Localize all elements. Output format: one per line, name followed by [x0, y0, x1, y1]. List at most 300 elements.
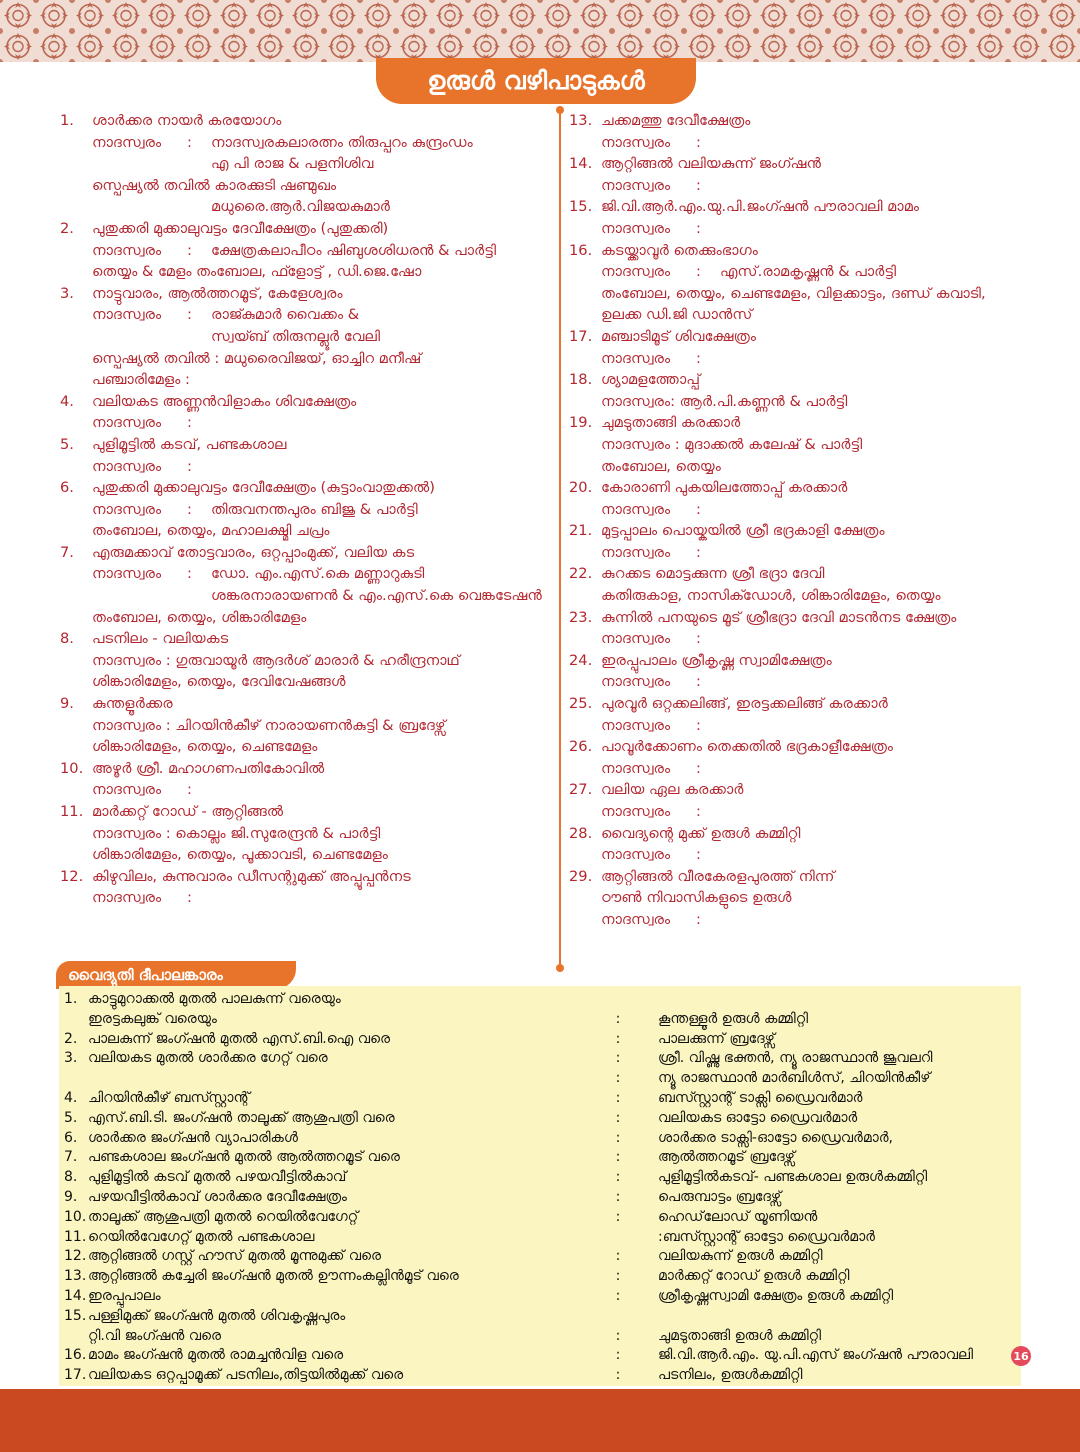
program-entry	[569, 823, 1049, 866]
entry-detail-line: ശിങ്കാരിമേളം, തെയ്യം, പൂക്കാവടി, ചെണ്ടമേളം	[92, 846, 388, 864]
program-entry	[60, 542, 550, 628]
entry-title: കുന്തളൂർക്കര	[92, 695, 173, 713]
entry-detail-row	[569, 671, 1049, 693]
entry-number: 4.	[60, 392, 74, 410]
entry-title: എരുമക്കാവ് തോട്ടവാരം, ഒറ്റപ്പാംമുക്ക്, വലിയ കട	[92, 543, 415, 561]
entry-detail-row	[60, 132, 550, 154]
entry-detail-row	[60, 499, 550, 521]
entry-title: കിഴുവിലം, കുന്നുവാരം ഡീസന്റുമുക്ക് അപ്പൂപ്പൻനട	[92, 867, 411, 885]
entry-detail-row	[569, 132, 1049, 154]
row-sponsor: ജി.വി.ആർ.എം. യു.പി.എസ് ജംഗ്ഷൻ പൗരാവലി	[658, 1347, 973, 1364]
entry-detail-row	[569, 261, 1049, 283]
entry-detail-row	[60, 779, 550, 801]
entry-number: 26.	[569, 738, 593, 756]
entry-detail-row	[569, 715, 1049, 737]
program-entry	[569, 563, 1049, 606]
entry-heading	[569, 563, 1049, 585]
detail-key: നാദസ്വരം	[92, 133, 162, 151]
entry-heading	[60, 477, 550, 499]
row-colon: :	[615, 1327, 621, 1344]
row-location: ചിറയിൻകീഴ് ബസ്സ്റ്റാന്റ്	[88, 1089, 250, 1106]
entry-title: ചക്കമത്തു ദേവീക്ഷേത്രം	[601, 112, 751, 129]
entry-heading	[60, 866, 550, 888]
detail-value: എസ്.രാമകൃഷ്ണൻ & പാർട്ടി	[720, 263, 897, 281]
footer-bar	[0, 1389, 1080, 1452]
row-sponsor: പുളിമൂട്ടിൽകടവ്- പണ്ടകശാല ഉരുൾകമ്മിറ്റി	[658, 1169, 928, 1186]
ornament-pattern-icon	[0, 0, 1080, 62]
detail-colon: :	[696, 349, 701, 367]
detail-key: നാദസ്വരം	[601, 219, 671, 237]
entry-heading	[569, 369, 1049, 391]
detail-key: നാദസ്വരം	[92, 781, 162, 799]
detail-key: നാദസ്വരം	[601, 133, 671, 151]
entry-title: വൈദ്യന്റെ മുക്ക് ഉരുൾ കമ്മിറ്റി	[601, 824, 801, 842]
entry-detail-row	[569, 628, 1049, 650]
entry-detail-line: ശിങ്കാരിമേളം, തെയ്യം, ചെണ്ടമേളം	[92, 738, 318, 756]
row-location: പുളിമൂട്ടിൽ കടവ് മുതൽ പഴയവീട്ടിൽകാവ്	[88, 1169, 347, 1186]
entry-detail-line: നാദസ്വരം : മുദാക്കൽ കലേഷ് & പാർട്ടി	[601, 435, 863, 453]
entry-number: 13.	[569, 112, 593, 129]
detail-colon: :	[696, 803, 701, 820]
row-number: 5.	[64, 1109, 78, 1126]
detail-key: നാദസ്വരം	[92, 414, 162, 432]
table-row	[64, 990, 1014, 1010]
table-row	[64, 1208, 1014, 1228]
detail-key: നാദസ്വരം	[601, 803, 671, 820]
row-number: 14.	[64, 1287, 87, 1304]
entry-title: മുട്ടപ്പാലം പൊയ്കയിൽ ശ്രീ ഭദ്രകാളി ക്ഷേത്രം	[601, 522, 885, 540]
entry-title: കുറക്കട മൊട്ടക്കുന്ന ശ്രീ ഭദ്രാ ദേവി	[601, 565, 825, 583]
page-title: ഉരുൾ വഴിപാടുകൾ	[376, 58, 696, 104]
row-location: പാലകുന്ന് ജംഗ്ഷൻ മുതൽ എസ്.ബി.ഐ വരെ	[88, 1030, 391, 1047]
row-colon: :	[615, 1347, 621, 1364]
detail-colon: :	[187, 457, 192, 475]
detail-key: നാദസ്വരം	[601, 176, 671, 194]
detail-key: നാദസ്വരം	[601, 759, 671, 777]
entry-title: ജി.വി.ആർ.എം.യു.പി.ജംഗ്ഷൻ പൗരാവലി മാമം	[601, 198, 919, 216]
entry-detail-line: കതിരുകാള, നാസിക്ഡോൾ, ശിങ്കാരിമേളം, തെയ്യം	[601, 587, 941, 605]
row-sponsor: കൂന്തള്ളൂർ ഉരുൾ കമ്മിറ്റി	[658, 1010, 809, 1027]
row-number: 15.	[64, 1307, 87, 1324]
entry-detail-line: ഉലക്ക ഡി.ജി ഡാൻസ്	[601, 306, 753, 324]
program-entry	[60, 283, 550, 391]
program-entry	[569, 736, 1049, 779]
program-entry	[569, 779, 1049, 822]
row-sponsor: ചുമടുതാങ്ങി ഉരുൾ കമ്മിറ്റി	[658, 1327, 822, 1344]
row-colon: :	[615, 1010, 621, 1027]
row-colon: :	[615, 1109, 621, 1126]
entry-number: 7.	[60, 543, 74, 561]
program-entry	[60, 434, 550, 477]
entry-title: മഞ്ചാടിമൂട് ശിവക്ഷേത്രം	[601, 327, 756, 345]
entry-heading	[569, 866, 1049, 888]
row-colon: :	[615, 1050, 621, 1067]
detail-colon: :	[696, 716, 701, 734]
row-number: 6.	[64, 1129, 78, 1146]
table-row	[64, 1327, 1014, 1347]
entry-number: 20.	[569, 479, 593, 497]
detail-colon: :	[696, 543, 701, 561]
entry-title: ശ്യാമളത്തോപ്പ്	[601, 371, 701, 389]
row-colon: :	[615, 1089, 621, 1106]
entry-detail-line: തെയ്യം & മേളം തംബോല, ഫ്ളോട്ട് , ഡി.ജെ.ഷോ	[92, 263, 422, 281]
row-location: പള്ളിമുക്ക് ജംഗ്ഷൻ മുതൽ ശിവകൃഷ്ണപുരം	[88, 1307, 346, 1324]
entry-heading	[60, 693, 550, 715]
row-colon: :	[615, 1367, 621, 1384]
entry-heading	[569, 650, 1049, 672]
left-column	[60, 110, 550, 909]
entry-detail-line: പഞ്ചാരിമേളം :	[92, 371, 190, 389]
row-number	[64, 1327, 88, 1347]
divider-dot-icon	[556, 964, 564, 972]
detail-colon: :	[187, 889, 192, 907]
entry-number: 3.	[60, 284, 74, 302]
detail-key: നാദസ്വരം	[601, 543, 671, 561]
row-colon: :	[615, 1188, 621, 1205]
row-number: 11.	[64, 1228, 87, 1245]
entry-number: 25.	[569, 695, 593, 713]
row-location: താലൂക്ക് ആശുപത്രി മുതൽ റെയിൽവേഗേറ്റ്	[88, 1208, 359, 1225]
entry-heading	[60, 542, 550, 564]
entry-number: 1.	[60, 112, 74, 129]
row-colon: :	[615, 1129, 621, 1146]
entry-detail-row	[569, 218, 1049, 240]
entry-heading	[569, 477, 1049, 499]
row-sponsor: വലിയകുന്ന് ഉരുൾ കമ്മിറ്റി	[658, 1248, 823, 1265]
row-sponsor: മാർക്കറ്റ് റോഡ് ഉരുൾ കമ്മിറ്റി	[658, 1268, 850, 1285]
lighting-list	[64, 990, 1014, 1386]
program-entry	[569, 240, 1049, 326]
row-number: 9.	[64, 1188, 78, 1205]
detail-colon: :	[187, 781, 192, 799]
entry-title: ആറ്റിങ്ങൽ വീരകേരളപുരത്ത് നിന്ന്	[601, 867, 835, 885]
entry-number: 21.	[569, 522, 593, 540]
entry-number: 16.	[569, 241, 593, 259]
row-colon: :	[615, 1070, 621, 1087]
entry-heading	[569, 736, 1049, 758]
detail-colon: :	[696, 500, 701, 518]
entry-heading	[60, 283, 550, 305]
row-sponsor: വലിയകട ഓട്ടോ ഡ്രൈവർമാർ	[658, 1109, 858, 1126]
entry-detail-line: നാദസ്വരം : ഗുരുവായൂർ ആദർശ് മാരാർ & ഹരീന്ദ്രനാഥ്	[92, 651, 460, 669]
program-entry	[60, 477, 550, 542]
entry-detail-row	[60, 304, 550, 326]
entry-title: ഇരപ്പുപാലം ശ്രീകൃഷ്ണ സ്വാമിക്ഷേത്രം	[601, 651, 832, 669]
row-location: ആറ്റിങ്ങൽ കച്ചേരി ജംഗ്ഷൻ മുതൽ ഊന്നംകല്ലിൻമൂട് വരെ	[88, 1268, 459, 1285]
table-row	[64, 1129, 1014, 1149]
table-row	[64, 1148, 1014, 1168]
right-column	[569, 110, 1049, 931]
program-entry	[569, 110, 1049, 153]
detail-value: ക്ഷേത്രകലാപീഠം ഷിബുശശിധരൻ & പാർട്ടി	[211, 241, 496, 259]
entry-heading	[569, 196, 1049, 218]
entry-number: 5.	[60, 435, 74, 453]
entry-number: 28.	[569, 824, 593, 842]
entry-detail-row	[569, 499, 1049, 521]
program-entry	[569, 607, 1049, 650]
row-sponsor: പടനിലം, ഉരുൾകമ്മിറ്റി	[658, 1367, 803, 1384]
row-sponsor: പാലക്കുന്ന് ബ്രദേഴ്സ്	[658, 1030, 775, 1047]
entry-detail-row	[60, 412, 550, 434]
row-location: കാട്ടുമുറാക്കൽ മുതൽ പാലകുന്ന് വരെയും	[88, 991, 341, 1007]
program-entry	[60, 110, 550, 218]
entry-detail-line: ശിങ്കാരിമേളം, തെയ്യം, ദേവിവേഷങ്ങൾ	[92, 673, 346, 691]
detail-colon: :	[187, 306, 192, 324]
entry-detail-line: എ പി രാജ & പളനിശിവ	[211, 155, 374, 173]
program-entry	[569, 477, 1049, 520]
row-location: റ്റി.വി ജംഗ്ഷൻ വരെ	[88, 1327, 222, 1344]
entry-number: 9.	[60, 695, 74, 713]
table-row	[64, 1228, 1014, 1248]
entry-detail-row	[569, 348, 1049, 370]
detail-colon: :	[187, 241, 192, 259]
entry-detail-row	[569, 175, 1049, 197]
entry-heading	[569, 153, 1049, 175]
entry-heading	[60, 758, 550, 780]
entry-heading	[569, 412, 1049, 434]
entry-detail-line: നാദസ്വരം: ആർ.പി.കണ്ണൻ & പാർട്ടി	[601, 392, 848, 410]
entry-detail-row	[569, 758, 1049, 780]
entry-title: ആറ്റിങ്ങൽ വലിയകുന്ന് ജംഗ്ഷൻ	[601, 155, 821, 173]
row-sponsor: ന്യൂ രാജസ്ഥാൻ മാർബിൾസ്, ചിറയിൻകീഴ്	[658, 1070, 931, 1087]
detail-colon: :	[187, 414, 192, 432]
entry-number: 24.	[569, 651, 593, 669]
detail-key: നാദസ്വരം	[92, 241, 162, 259]
row-sponsor	[658, 990, 1014, 1010]
detail-key: നാദസ്വരം	[601, 716, 671, 734]
entry-detail-line: സ്പെഷ്യൽ തവിൽ : മധുരൈവിജയ്, ഓച്ചിറ മനീഷ്	[92, 349, 422, 367]
entry-title: കടയ്ക്കാവൂർ തെക്കുംഭാഗം	[601, 241, 758, 259]
table-row	[64, 1168, 1014, 1188]
program-entry	[569, 520, 1049, 563]
program-entry	[60, 866, 550, 909]
detail-colon: :	[696, 910, 701, 928]
entry-number: 10.	[60, 759, 84, 777]
entry-title: പുളിമൂട്ടിൽ കടവ്, പണ്ടകശാല	[92, 435, 287, 453]
entry-number: 23.	[569, 608, 593, 626]
row-number: 1.	[64, 991, 78, 1007]
row-number	[64, 1010, 88, 1030]
entry-number: 6.	[60, 479, 74, 497]
row-colon: :	[615, 1149, 621, 1166]
row-number: 2.	[64, 1030, 78, 1047]
detail-value: നാദസ്വരകലാരത്നം തിരുപ്പറം കുന്ദ്രംഡം	[211, 133, 473, 151]
detail-colon: :	[187, 133, 192, 151]
detail-colon: :	[696, 759, 701, 777]
table-row	[64, 1247, 1014, 1267]
row-location: പഴയവീട്ടിൽകാവ് ശാർക്കര ദേവീക്ഷേത്രം	[88, 1188, 347, 1205]
entry-detail-row	[569, 801, 1049, 823]
entry-detail-line: തംബോല, തെയ്യം, ശിങ്കാരിമേളം	[92, 608, 307, 626]
entry-heading	[569, 779, 1049, 801]
row-colon	[578, 1228, 658, 1248]
entry-heading	[60, 391, 550, 413]
entry-detail-line: നാദസ്വരം : ചിറയിൻകീഴ് നാരായണൻകുട്ടി & ബ്രദേഴ്സ്	[92, 716, 446, 734]
row-colon: :	[615, 1287, 621, 1304]
detail-key: നാദസ്വരം	[92, 457, 162, 475]
entry-title: കോരാണി പുകയിലത്തോപ്പ് കരക്കാർ	[601, 479, 848, 497]
program-entry	[569, 693, 1049, 736]
entry-title: മാർക്കറ്റ് റോഡ് - ആറ്റിങ്ങൽ	[92, 803, 284, 820]
table-row	[64, 1030, 1014, 1050]
entry-detail-line: തംബോല, തെയ്യം	[601, 457, 721, 475]
detail-value: തിരുവനന്തപുരം ബിജു & പാർട്ടി	[211, 500, 418, 518]
detail-key: നാദസ്വരം	[92, 889, 162, 907]
detail-key: നാദസ്വരം	[601, 349, 671, 367]
row-number: 7.	[64, 1149, 78, 1166]
detail-key: നാദസ്വരം	[601, 500, 671, 518]
table-row	[64, 1307, 1014, 1327]
row-location: പണ്ടകശാല ജംഗ്ഷൻ മുതൽ ആൽത്തറമൂട് വരെ	[88, 1149, 400, 1166]
row-colon: :	[615, 1248, 621, 1265]
row-number: 17.	[64, 1367, 87, 1384]
entry-heading	[60, 110, 550, 132]
entry-title: ചുമടുതാങ്ങി കരക്കാർ	[601, 414, 741, 432]
row-location	[88, 1069, 578, 1089]
entry-number: 2.	[60, 219, 74, 237]
table-row	[64, 1069, 1014, 1089]
entry-heading	[569, 240, 1049, 262]
program-entry	[569, 866, 1049, 931]
detail-colon: :	[696, 263, 701, 281]
entry-heading	[60, 801, 550, 823]
entry-detail-row	[60, 887, 550, 909]
program-entry	[60, 391, 550, 434]
detail-colon: :	[696, 133, 701, 151]
program-entry	[60, 801, 550, 866]
entry-detail-line: നാദസ്വരം : കൊല്ലം ജി.സുരേന്ദ്രൻ & പാർട്ടി	[92, 824, 381, 842]
detail-key: നാദസ്വരം	[92, 500, 162, 518]
row-number: 13.	[64, 1268, 87, 1285]
entry-heading	[569, 693, 1049, 715]
table-row	[64, 1188, 1014, 1208]
entry-heading	[569, 520, 1049, 542]
row-location: മാമം ജംഗ്ഷൻ മുതൽ രാമച്ചൻവിള വരെ	[88, 1347, 344, 1364]
program-entry	[569, 650, 1049, 693]
detail-key: നാദസ്വരം	[92, 306, 162, 324]
entry-detail-line: തംബോല, തെയ്യം, ചെണ്ടമേളം, വിളക്കാട്ടം, ദണ്ഡ് കവാടി,	[601, 284, 986, 302]
entry-title: അഴൂർ ശ്രീ. മഹാഗണപതികോവിൽ	[92, 759, 325, 777]
detail-colon: :	[696, 176, 701, 194]
entry-detail-row	[569, 844, 1049, 866]
entry-heading	[60, 434, 550, 456]
table-row	[64, 1010, 1014, 1030]
program-entry	[569, 412, 1049, 477]
program-entry	[569, 326, 1049, 369]
table-row	[64, 1267, 1014, 1287]
detail-key: നാദസ്വരം	[601, 630, 671, 648]
entry-number: 27.	[569, 781, 593, 799]
program-entry	[60, 218, 550, 283]
table-row	[64, 1287, 1014, 1307]
entry-number: 17.	[569, 327, 593, 345]
entry-title: നാട്ടുവാരം, ആൽത്തറമൂട്, കേളേശ്വരം	[92, 284, 343, 302]
row-sponsor: ശ്രീകൃഷ്ണസ്വാമി ക്ഷേത്രം ഉരുൾ കമ്മിറ്റി	[658, 1287, 894, 1304]
entry-heading	[569, 110, 1049, 132]
row-location: ഇരട്ടകലുങ്ക് വരെയും	[88, 1010, 217, 1027]
entry-detail-row	[60, 563, 550, 585]
entry-number: 18.	[569, 371, 593, 389]
row-sponsor: ശ്രീ. വിഷ്ണു ഭക്തൻ, ന്യൂ രാജസ്ഥാൻ ജൂവലറി	[658, 1050, 933, 1067]
row-number: 12.	[64, 1248, 87, 1265]
entry-detail-row	[60, 456, 550, 478]
detail-value: രാജ്കുമാർ വൈക്കം &	[211, 306, 360, 324]
detail-value: ഡോ. എം.എസ്.കെ മണ്ണാറുകുടി	[211, 565, 425, 583]
entry-number: 19.	[569, 414, 593, 432]
detail-colon: :	[696, 673, 701, 691]
entry-number: 8.	[60, 630, 74, 648]
row-sponsor: പെരുമ്പാട്ടം ബ്രദേഴ്സ്	[658, 1188, 782, 1205]
row-number	[64, 1069, 88, 1089]
entry-title: വലിയകട അണ്ണൻവിളാകം ശിവക്ഷേത്രം	[92, 392, 357, 410]
entry-detail-line: മധുരൈ.ആർ.വിജയകുമാർ	[211, 198, 390, 216]
entry-number: 11.	[60, 803, 84, 820]
row-colon: :	[615, 1268, 621, 1285]
row-location: ശാർക്കര ജംഗ്ഷൻ വ്യാപാരികൾ	[88, 1129, 298, 1146]
row-colon	[578, 1307, 658, 1327]
program-entry	[569, 196, 1049, 239]
detail-key: നാദസ്വരം	[92, 565, 162, 583]
decorative-header-pattern	[0, 0, 1080, 62]
row-location: ആറ്റിങ്ങൽ ഗസ്റ്റ് ഹൗസ് മുതൽ മൂന്നുമുക്ക് വരെ	[88, 1248, 382, 1265]
detail-colon: :	[696, 219, 701, 237]
table-row	[64, 1366, 1014, 1386]
entry-title: പുരവൂർ ഒറ്റക്കലിങ്ങ്, ഇരട്ടക്കലിങ്ങ് കരക്കാർ	[601, 695, 888, 713]
entry-number: 29.	[569, 867, 593, 885]
detail-key: നാദസ്വരം	[601, 263, 671, 281]
row-colon: :	[615, 1030, 621, 1047]
entry-title: പുതുക്കരി മുക്കാലുവട്ടം ദേവീക്ഷേത്രം (പുതുക്കരി)	[92, 219, 389, 237]
entry-title: വലിയ ഏല കരക്കാർ	[601, 781, 744, 799]
section-title-lighting: വൈദ്യുതി ദീപാലങ്കാരം	[56, 961, 296, 989]
detail-colon: :	[187, 500, 192, 518]
detail-colon: :	[696, 630, 701, 648]
row-sponsor: ഹെഡ്‌ലോഡ് യൂണിയൻ	[658, 1208, 818, 1225]
program-entry	[60, 628, 550, 693]
entry-title: ശാർക്കര നായർ കരയോഗം	[92, 112, 282, 129]
row-sponsor: ബസ്സ്റ്റാന്റ് ടാക്സി ഡ്രൈവർമാർ	[658, 1089, 863, 1106]
row-sponsor	[658, 1307, 1014, 1327]
entry-detail-line: സ്വയ്ബ് തിരുനല്ലൂർ വേലി	[211, 327, 381, 345]
detail-key: നാദസ്വരം	[601, 673, 671, 691]
table-row	[64, 1109, 1014, 1129]
page-number: 16	[1011, 1346, 1031, 1366]
detail-colon: :	[187, 565, 192, 583]
entry-heading	[60, 628, 550, 650]
entry-heading	[60, 218, 550, 240]
row-location: എസ്.ബി.ടി. ജംഗ്ഷൻ താലൂക്ക് ആശുപത്രി വരെ	[88, 1109, 395, 1126]
entry-detail-line: ഠൗൺ നിവാസികളുടെ ഉരുൾ	[601, 889, 792, 907]
entry-heading	[569, 326, 1049, 348]
table-row	[64, 1346, 1014, 1366]
table-row	[64, 1089, 1014, 1109]
row-number: 8.	[64, 1169, 78, 1186]
detail-colon: :	[696, 846, 701, 864]
row-sponsor: ശാർക്കര ടാക്സി-ഓട്ടോ ഡ്രൈവർമാർ,	[658, 1129, 893, 1146]
row-number: 3.	[64, 1050, 78, 1067]
row-sponsor: :ബസ്സ്റ്റാന്റ് ഓട്ടോ ഡ്രൈവർമാർ	[658, 1228, 875, 1245]
entry-detail-line: തംബോല, തെയ്യം, മഹാലക്ഷ്മി ചപ്രം	[92, 522, 330, 540]
row-colon: :	[615, 1208, 621, 1225]
entry-detail-line: ശങ്കരനാരായണൻ & എം.എസ്.കെ വെങ്കടേഷൻ	[211, 587, 542, 605]
program-entry	[569, 369, 1049, 412]
row-location: വലിയകട മുതൽ ശാർക്കര ഗേറ്റ് വരെ	[88, 1050, 328, 1067]
entry-heading	[569, 607, 1049, 629]
table-row	[64, 1049, 1014, 1069]
detail-key: നാദസ്വരം	[601, 910, 671, 928]
row-number: 4.	[64, 1089, 78, 1106]
row-location: റെയിൽവേഗേറ്റ് മുതൽ പണ്ടകശാല	[88, 1228, 315, 1245]
